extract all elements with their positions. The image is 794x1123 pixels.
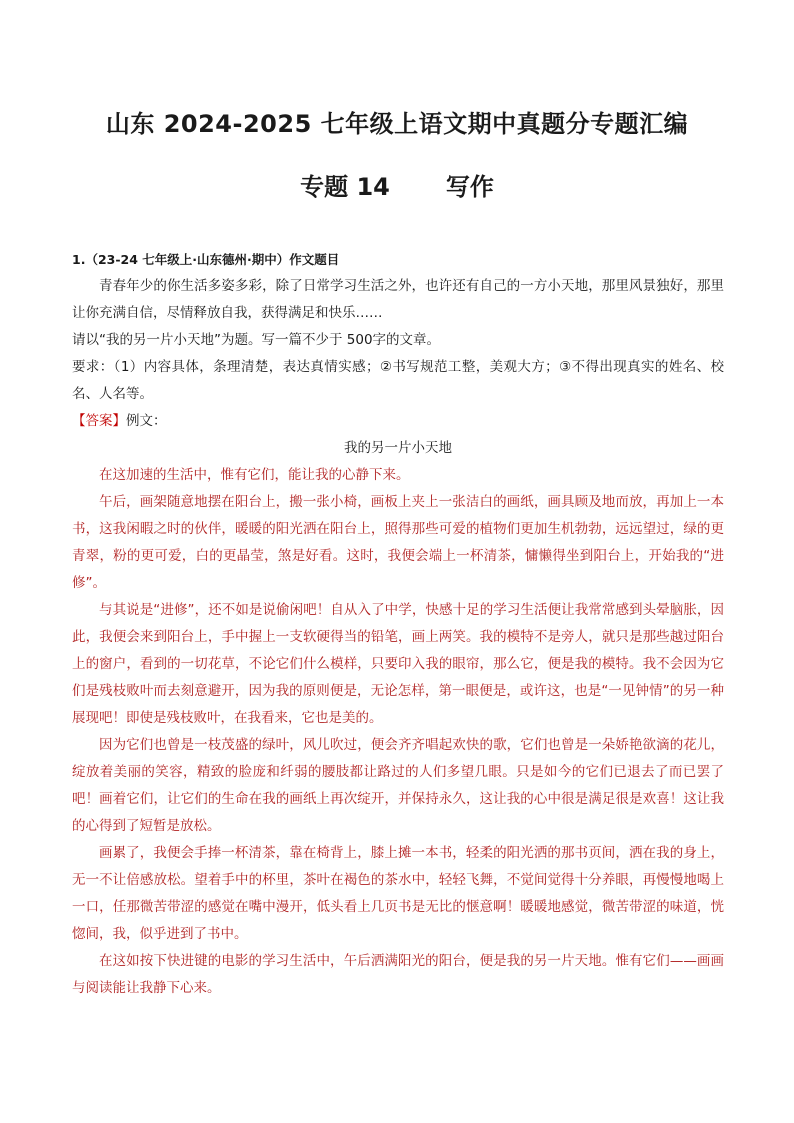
prompt-line: 请以“我的另一片小天地”为题。写一篇不少于 500字的文章。: [72, 332, 441, 348]
essay-paragraph: 画累了，我便会手捧一杯清茶，靠在椅背上，膝上摊一本书，轻柔的阳光洒的那书页间，洒在我的身上，无一不让倍感放松。望着手中的杯里，茶叶在褐色的茶水中，轻轻飞舞，不觉间觉得十分养眼，再慢慢地喝上一口，任那微苦带涩的感觉在嘴中漫开，低头看上几页书是无比的惬意啊！暖暖地感觉，微苦带涩的味道，恍惚间，我，似乎进到了书中。: [72, 845, 724, 942]
essay-paragraph: 在这加速的生活中，惟有它们，能让我的心静下来。: [99, 467, 410, 483]
question-block: [72, 246, 724, 1002]
essay-paragraph: 在这如按下快进键的电影的学习生活中，午后洒满阳光的阳台，便是我的另一片天地。惟有它们——画画与阅读能让我静下心来。: [72, 953, 724, 996]
topic-name: 写作: [445, 173, 494, 201]
prompt-requirements: 要求：（1）内容具体，条理清楚，表达真情实感；②书写规范工整，美观大方；③不得出现真实的姓名、校名、人名等。: [72, 359, 724, 402]
topic-number: 专题 14: [300, 173, 390, 201]
topic-heading: [0, 167, 794, 202]
answer-tag: 【答案】: [72, 413, 126, 429]
essay-title: 我的另一片小天地: [344, 440, 452, 456]
question-heading: 1.（23-24 七年级上·山东德州·期中）作文题目: [72, 252, 340, 267]
document-title: 山东 2024-2025 七年级上语文期中真题分专题汇编: [105, 110, 689, 138]
essay-paragraph: 与其说是“进修”，还不如是说偷闲吧！自从入了中学，快感十足的学习生活便让我常常感到头晕脑胀，因此，我便会来到阳台上，手中握上一支软硬得当的铅笔，画上两笑。我的模特不是旁人，就只是那些越过阳台上的窗户，看到的一切花草，不论它们什么模样，只要印入我的眼帘，那么它，便是我的模特。我不会因为它们是残枝败叶而去刻意避开，因为我的原则便是，无论怎样，第一眼便是，或许这，也是“一见钟情”的另一种展现吧！即使是残枝败叶，在我看来，它也是美的。: [72, 602, 724, 726]
essay-paragraph: 因为它们也曾是一枝茂盛的绿叶，风儿吹过，便会齐齐唱起欢快的歌，它们也曾是一朵娇艳欲滴的花儿，绽放着美丽的笑容，精致的脸庞和纤弱的腰肢都让路过的人们多望几眼。只是如今的它们已退去了而已罢了吧！画着它们，让它们的生命在我的画纸上再次绽开，并保持永久，这让我的心中很是满足很是欢喜！这让我的心得到了短暂是放松。: [72, 737, 724, 834]
answer-label: 例文：: [126, 413, 167, 429]
answer-line: [72, 408, 724, 435]
essay-paragraph: 午后，画架随意地摆在阳台上，搬一张小椅，画板上夹上一张洁白的画纸，画具顾及地而放，再加上一本书，这我闲暇之时的伙伴，暖暖的阳光洒在阳台上，照得那些可爱的植物们更加生机勃勃，远远望过，绿的更青翠，粉的更可爱，白的更晶莹，煞是好看。这时，我便会端上一杯清茶，慵懒得坐到阳台上，开始我的“进修”。: [72, 494, 724, 591]
prompt-line: 青春年少的你生活多姿多彩，除了日常学习生活之外，也许还有自己的一方小天地，那里风景独好，那里让你充满自信，尽情释放自我，获得满足和快乐……: [72, 278, 724, 321]
